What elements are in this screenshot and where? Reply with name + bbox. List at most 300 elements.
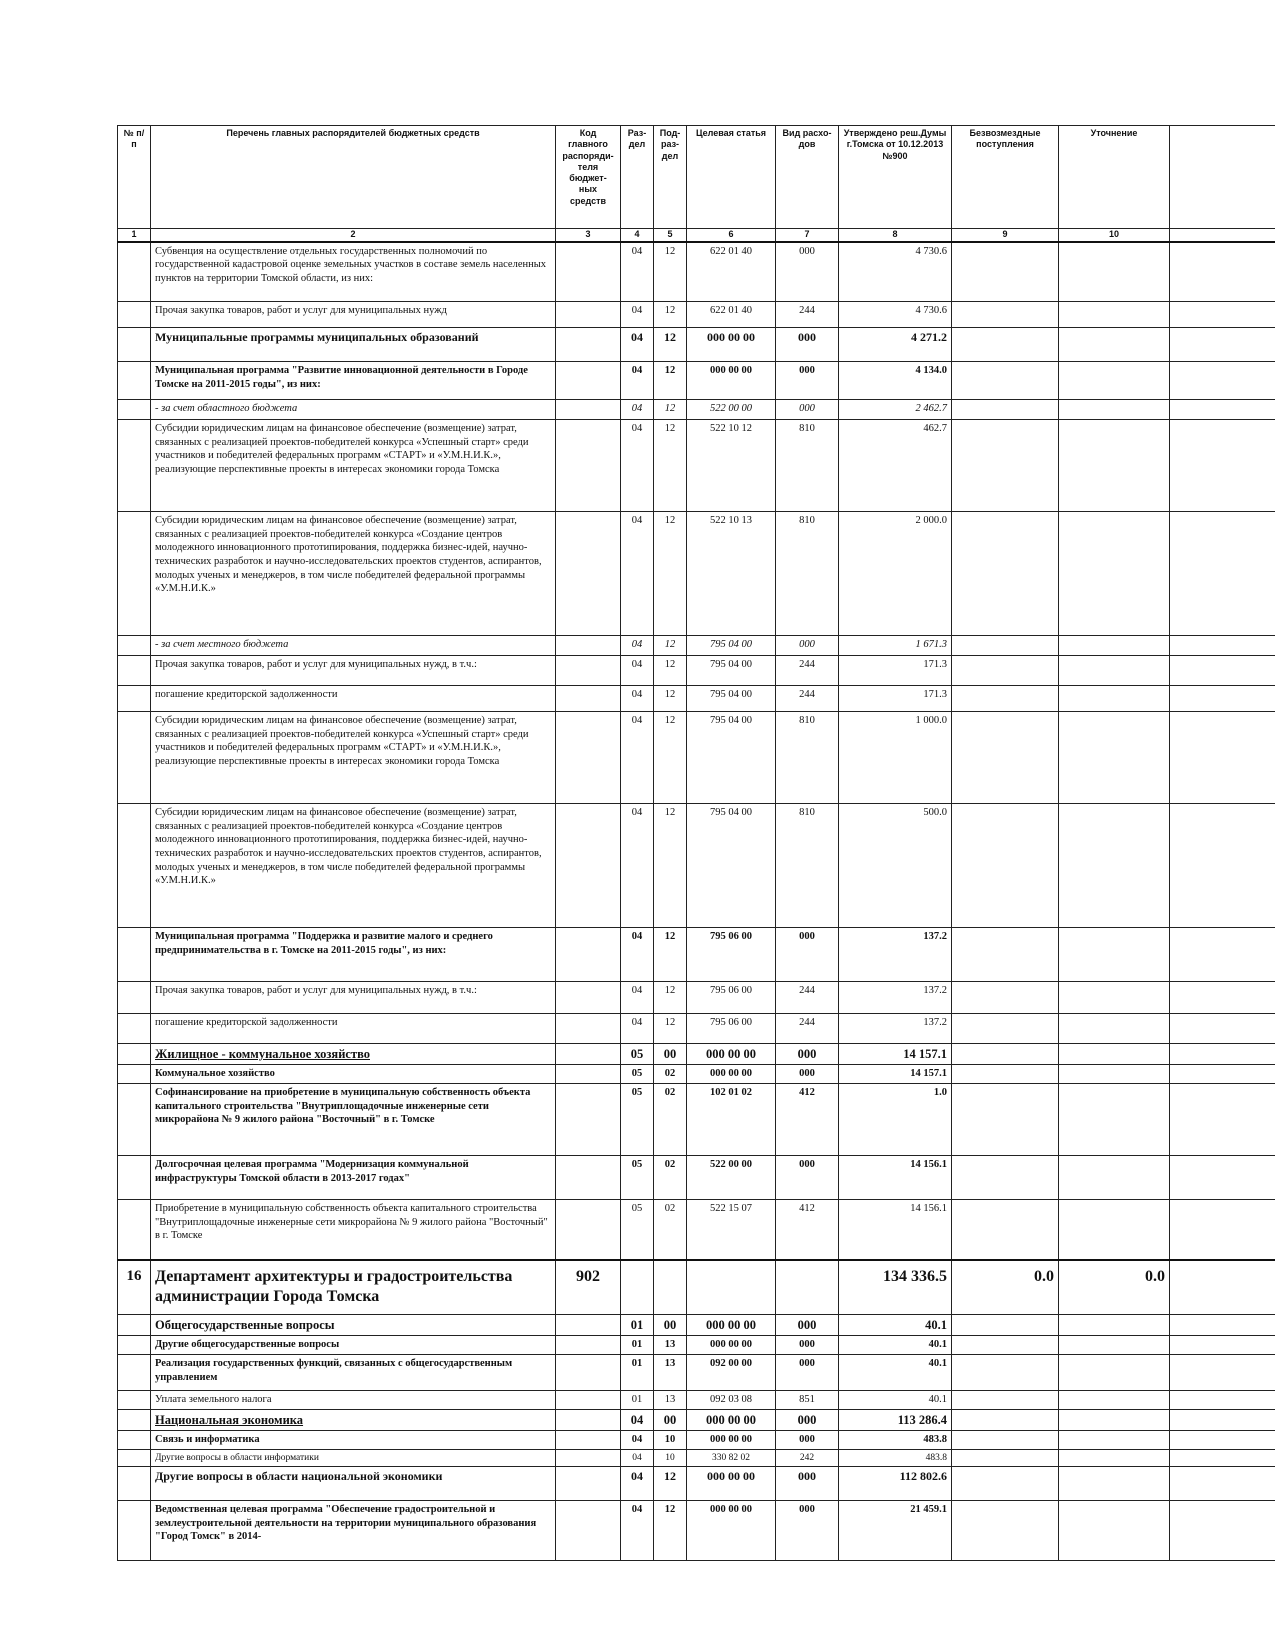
row-grants <box>952 1315 1059 1336</box>
row-name: Субсидии юридическим лицам на финансовое обеспечение (возмещение) затрат, связанных с реализацией проектов-победителей конкурса «Успешный старт» среди участников и победителей федеральных программ «СТАРТ» и «У.М.Н.И.К.», реализующие перспективные проекты в интересах экономики города Томска <box>151 712 556 804</box>
row-grants <box>952 1044 1059 1065</box>
budget-table <box>117 125 1275 1561</box>
row-extra <box>1170 1355 1275 1391</box>
row-podrazdel: 02 <box>654 1156 687 1200</box>
table-header <box>118 126 1275 242</box>
row-num <box>118 686 151 712</box>
row-name: Уплата земельного налога <box>151 1391 556 1410</box>
row-approved-sum: 4 271.2 <box>839 328 952 362</box>
row-num <box>118 1466 151 1500</box>
row-razdel: 05 <box>621 1200 654 1260</box>
row-target-article: 000 00 00 <box>687 1500 776 1560</box>
column-number-row <box>118 229 1275 242</box>
row-code <box>556 1200 621 1260</box>
row-name: Ведомственная целевая программа "Обеспечение градостроительной и землеустроительной деятельности на территории муниципального образования "Город Томск" в 2014- <box>151 1500 556 1560</box>
row-adjustment <box>1059 1430 1170 1449</box>
row-podrazdel: 12 <box>654 686 687 712</box>
row-name: Прочая закупка товаров, работ и услуг для муниципальных нужд, в т.ч.: <box>151 982 556 1014</box>
row-podrazdel: 12 <box>654 928 687 982</box>
table-body <box>118 242 1275 1561</box>
row-grants <box>952 804 1059 928</box>
table-row <box>118 362 1275 400</box>
table-row <box>118 328 1275 362</box>
row-name: Муниципальные программы муниципальных образований <box>151 328 556 362</box>
row-num <box>118 1156 151 1200</box>
row-expense-type: 244 <box>776 1014 839 1044</box>
row-expense-type: 000 <box>776 1430 839 1449</box>
column-number: 1 <box>118 229 151 242</box>
row-approved-sum: 2 000.0 <box>839 512 952 636</box>
row-expense-type: 810 <box>776 804 839 928</box>
row-num: 16 <box>118 1260 151 1315</box>
column-number: 5 <box>654 229 687 242</box>
row-num <box>118 712 151 804</box>
row-razdel: 04 <box>621 928 654 982</box>
row-podrazdel: 13 <box>654 1355 687 1391</box>
row-approved-sum: 113 286.4 <box>839 1409 952 1430</box>
row-podrazdel: 12 <box>654 328 687 362</box>
row-num <box>118 1391 151 1410</box>
table-row <box>118 1449 1275 1466</box>
row-num <box>118 420 151 512</box>
row-approved-sum: 2 462.7 <box>839 400 952 420</box>
row-extra <box>1170 1044 1275 1065</box>
row-num <box>118 1336 151 1355</box>
row-grants <box>952 1065 1059 1084</box>
row-name: погашение кредиторской задолженности <box>151 1014 556 1044</box>
row-expense-type: 242 <box>776 1449 839 1466</box>
row-approved-sum: 500.0 <box>839 804 952 928</box>
row-razdel: 04 <box>621 400 654 420</box>
row-target-article: 522 10 13 <box>687 512 776 636</box>
row-expense-type: 000 <box>776 362 839 400</box>
row-podrazdel: 12 <box>654 636 687 656</box>
row-razdel: 01 <box>621 1391 654 1410</box>
row-target-article: 795 06 00 <box>687 982 776 1014</box>
row-adjustment <box>1059 928 1170 982</box>
row-extra <box>1170 1430 1275 1449</box>
row-grants <box>952 1355 1059 1391</box>
row-adjustment <box>1059 1500 1170 1560</box>
row-target-article: 795 04 00 <box>687 804 776 928</box>
row-target-article: 092 00 00 <box>687 1355 776 1391</box>
row-podrazdel: 12 <box>654 982 687 1014</box>
row-approved-sum: 4 730.6 <box>839 242 952 302</box>
row-approved-sum: 134 336.5 <box>839 1260 952 1315</box>
row-code <box>556 1391 621 1410</box>
header-num: № п/п <box>118 126 151 229</box>
row-expense-type: 000 <box>776 636 839 656</box>
row-podrazdel: 12 <box>654 1014 687 1044</box>
table-row <box>118 1315 1275 1336</box>
row-extra <box>1170 1500 1275 1560</box>
row-razdel: 04 <box>621 982 654 1014</box>
row-target-article: 522 10 12 <box>687 420 776 512</box>
row-approved-sum: 40.1 <box>839 1315 952 1336</box>
row-podrazdel: 13 <box>654 1336 687 1355</box>
row-extra <box>1170 328 1275 362</box>
row-expense-type: 000 <box>776 242 839 302</box>
row-target-article: 795 06 00 <box>687 1014 776 1044</box>
row-adjustment <box>1059 656 1170 686</box>
row-num <box>118 804 151 928</box>
column-number: 9 <box>952 229 1059 242</box>
row-code <box>556 1449 621 1466</box>
row-extra <box>1170 636 1275 656</box>
row-name: Прочая закупка товаров, работ и услуг для муниципальных нужд <box>151 302 556 328</box>
row-razdel <box>621 1260 654 1315</box>
row-expense-type: 000 <box>776 400 839 420</box>
table-row <box>118 1391 1275 1410</box>
row-razdel: 04 <box>621 328 654 362</box>
column-number: 4 <box>621 229 654 242</box>
row-podrazdel: 00 <box>654 1315 687 1336</box>
row-target-article: 000 00 00 <box>687 1430 776 1449</box>
row-extra <box>1170 1260 1275 1315</box>
row-num <box>118 1449 151 1466</box>
row-adjustment <box>1059 512 1170 636</box>
row-name: Связь и информатика <box>151 1430 556 1449</box>
row-adjustment <box>1059 804 1170 928</box>
department-row <box>118 1260 1275 1315</box>
row-extra <box>1170 1014 1275 1044</box>
row-target-article: 000 00 00 <box>687 1065 776 1084</box>
row-target-article: 795 04 00 <box>687 712 776 804</box>
column-number: 7 <box>776 229 839 242</box>
row-expense-type: 000 <box>776 1409 839 1430</box>
row-grants <box>952 242 1059 302</box>
row-adjustment <box>1059 1044 1170 1065</box>
row-name: Субвенция на осуществление отдельных государственных полномочий по государственной кадастровой оценке земельных участков в составе земель населенных пунктов на территории Томской области, из них: <box>151 242 556 302</box>
row-expense-type: 000 <box>776 1065 839 1084</box>
row-code <box>556 928 621 982</box>
row-razdel: 05 <box>621 1044 654 1065</box>
row-expense-type: 000 <box>776 1355 839 1391</box>
row-podrazdel: 00 <box>654 1409 687 1430</box>
row-approved-sum: 137.2 <box>839 982 952 1014</box>
row-target-article: 330 82 02 <box>687 1449 776 1466</box>
row-num <box>118 636 151 656</box>
table-row <box>118 1200 1275 1260</box>
row-num <box>118 512 151 636</box>
row-target-article: 795 04 00 <box>687 686 776 712</box>
row-podrazdel: 12 <box>654 420 687 512</box>
scanned-budget-page <box>117 125 1275 1650</box>
row-name: Департамент архитектуры и градостроительства администрации Города Томска <box>151 1260 556 1315</box>
row-code <box>556 1084 621 1156</box>
header-sum: Утверждено реш.Думы г.Томска от 10.12.2013 №900 <box>839 126 952 229</box>
row-adjustment <box>1059 1084 1170 1156</box>
row-num <box>118 656 151 686</box>
row-name: - за счет местного бюджета <box>151 636 556 656</box>
row-expense-type: 000 <box>776 1156 839 1200</box>
row-target-article: 622 01 40 <box>687 242 776 302</box>
header-podrazdel: Под- раз- дел <box>654 126 687 229</box>
row-extra <box>1170 1315 1275 1336</box>
row-num <box>118 1044 151 1065</box>
row-adjustment <box>1059 982 1170 1014</box>
row-target-article: 522 15 07 <box>687 1200 776 1260</box>
table-row <box>118 712 1275 804</box>
row-approved-sum: 483.8 <box>839 1430 952 1449</box>
row-podrazdel <box>654 1260 687 1315</box>
row-podrazdel: 02 <box>654 1084 687 1156</box>
row-name: Общегосударственные вопросы <box>151 1315 556 1336</box>
row-num <box>118 242 151 302</box>
row-podrazdel: 12 <box>654 804 687 928</box>
row-target-article: 795 04 00 <box>687 656 776 686</box>
row-num <box>118 982 151 1014</box>
row-code <box>556 362 621 400</box>
row-code <box>556 1014 621 1044</box>
row-target-article: 102 01 02 <box>687 1084 776 1156</box>
table-row <box>118 656 1275 686</box>
row-grants <box>952 1336 1059 1355</box>
row-num <box>118 1315 151 1336</box>
row-code <box>556 1409 621 1430</box>
row-grants <box>952 1084 1059 1156</box>
row-grants <box>952 982 1059 1014</box>
row-name: Муниципальная программа "Развитие инновационной деятельности в Городе Томске на 2011-2015 годы", из них: <box>151 362 556 400</box>
row-expense-type: 000 <box>776 928 839 982</box>
row-num <box>118 1409 151 1430</box>
row-code <box>556 242 621 302</box>
row-target-article: 000 00 00 <box>687 1409 776 1430</box>
row-extra <box>1170 1409 1275 1430</box>
row-code <box>556 1466 621 1500</box>
row-podrazdel: 10 <box>654 1449 687 1466</box>
row-adjustment <box>1059 420 1170 512</box>
row-code <box>556 1500 621 1560</box>
row-expense-type: 244 <box>776 656 839 686</box>
header-vr: Вид расхо- дов <box>776 126 839 229</box>
row-expense-type: 810 <box>776 712 839 804</box>
row-grants <box>952 1466 1059 1500</box>
row-name: Коммунальное хозяйство <box>151 1065 556 1084</box>
row-extra <box>1170 1336 1275 1355</box>
row-target-article: 622 01 40 <box>687 302 776 328</box>
row-target-article: 795 06 00 <box>687 928 776 982</box>
row-adjustment <box>1059 1466 1170 1500</box>
row-adjustment <box>1059 1065 1170 1084</box>
row-grants <box>952 362 1059 400</box>
row-approved-sum: 1 000.0 <box>839 712 952 804</box>
row-expense-type: 000 <box>776 1315 839 1336</box>
row-name: - за счет областного бюджета <box>151 400 556 420</box>
row-podrazdel: 12 <box>654 656 687 686</box>
row-podrazdel: 12 <box>654 512 687 636</box>
row-adjustment <box>1059 400 1170 420</box>
row-approved-sum: 4 730.6 <box>839 302 952 328</box>
row-num <box>118 1065 151 1084</box>
row-razdel: 04 <box>621 1409 654 1430</box>
table-row <box>118 636 1275 656</box>
row-razdel: 05 <box>621 1156 654 1200</box>
header-cs: Целевая статья <box>687 126 776 229</box>
row-approved-sum: 483.8 <box>839 1449 952 1466</box>
row-num <box>118 1014 151 1044</box>
row-adjustment: 0.0 <box>1059 1260 1170 1315</box>
row-podrazdel: 02 <box>654 1065 687 1084</box>
row-razdel: 04 <box>621 656 654 686</box>
row-extra <box>1170 512 1275 636</box>
table-row <box>118 1084 1275 1156</box>
row-podrazdel: 12 <box>654 400 687 420</box>
row-adjustment <box>1059 242 1170 302</box>
table-row <box>118 302 1275 328</box>
row-razdel: 04 <box>621 362 654 400</box>
row-code <box>556 400 621 420</box>
row-razdel: 04 <box>621 420 654 512</box>
row-name: Реализация государственных функций, связанных с общегосударственным управлением <box>151 1355 556 1391</box>
row-code <box>556 1336 621 1355</box>
row-approved-sum: 171.3 <box>839 656 952 686</box>
row-code <box>556 1065 621 1084</box>
row-code <box>556 1430 621 1449</box>
row-adjustment <box>1059 1200 1170 1260</box>
row-grants <box>952 328 1059 362</box>
row-code <box>556 420 621 512</box>
row-name: Субсидии юридическим лицам на финансовое обеспечение (возмещение) затрат, связанных с реализацией проектов-победителей конкурса «Успешный старт» среди участников и победителей федеральных программ «СТАРТ» и «У.М.Н.И.К.», реализующие перспективные проекты в интересах экономики города Томска <box>151 420 556 512</box>
table-row <box>118 1466 1275 1500</box>
row-adjustment <box>1059 362 1170 400</box>
row-name: Долгосрочная целевая программа "Модернизация коммунальной инфраструктуры Томской области в 2013-2017 годах" <box>151 1156 556 1200</box>
header-code: Код главного распоряди- теля бюджет- ных средств <box>556 126 621 229</box>
row-code <box>556 1156 621 1200</box>
row-num <box>118 1084 151 1156</box>
row-approved-sum: 171.3 <box>839 686 952 712</box>
row-extra <box>1170 928 1275 982</box>
table-row <box>118 1409 1275 1430</box>
row-extra <box>1170 1466 1275 1500</box>
row-adjustment <box>1059 328 1170 362</box>
row-grants <box>952 1430 1059 1449</box>
row-approved-sum: 1 671.3 <box>839 636 952 656</box>
row-grants <box>952 1449 1059 1466</box>
row-grants <box>952 420 1059 512</box>
row-adjustment <box>1059 636 1170 656</box>
row-grants <box>952 512 1059 636</box>
row-grants <box>952 1391 1059 1410</box>
row-adjustment <box>1059 1014 1170 1044</box>
row-name: Софинансирование на приобретение в муниципальную собственность объекта капитального строительства "Внутриплощадочные инженерные сети микрорайона № 9 жилого района "Восточный" в г. Томске <box>151 1084 556 1156</box>
row-grants <box>952 712 1059 804</box>
row-adjustment <box>1059 1409 1170 1430</box>
row-name: Жилищное - коммунальное хозяйство <box>151 1044 556 1065</box>
row-expense-type: 244 <box>776 982 839 1014</box>
row-razdel: 04 <box>621 686 654 712</box>
row-razdel: 04 <box>621 712 654 804</box>
row-name: Субсидии юридическим лицам на финансовое обеспечение (возмещение) затрат, связанных с реализацией проектов-победителей конкурса «Создание центров молодежного инновационного прототипирования, поддержка бизнес-идей, научно-технических разработок и научно-исследовательских проектов студентов, аспирантов, молодых ученых и менеджеров, в том числе победителей федеральной программы «У.М.Н.И.К.» <box>151 804 556 928</box>
row-adjustment <box>1059 1355 1170 1391</box>
row-num <box>118 1355 151 1391</box>
row-code <box>556 636 621 656</box>
row-razdel: 05 <box>621 1084 654 1156</box>
row-approved-sum: 40.1 <box>839 1391 952 1410</box>
row-expense-type: 851 <box>776 1391 839 1410</box>
row-code <box>556 656 621 686</box>
row-razdel: 04 <box>621 512 654 636</box>
row-podrazdel: 13 <box>654 1391 687 1410</box>
table-row <box>118 512 1275 636</box>
row-name: Другие вопросы в области национальной экономики <box>151 1466 556 1500</box>
row-approved-sum: 112 802.6 <box>839 1466 952 1500</box>
row-razdel: 01 <box>621 1315 654 1336</box>
row-expense-type: 000 <box>776 1336 839 1355</box>
row-code <box>556 804 621 928</box>
row-num <box>118 400 151 420</box>
column-number: 6 <box>687 229 776 242</box>
row-extra <box>1170 420 1275 512</box>
row-num <box>118 1430 151 1449</box>
row-expense-type: 244 <box>776 686 839 712</box>
table-row <box>118 1355 1275 1391</box>
table-row <box>118 1500 1275 1560</box>
row-expense-type: 412 <box>776 1200 839 1260</box>
row-razdel: 04 <box>621 302 654 328</box>
row-grants <box>952 302 1059 328</box>
header-bezv: Безвозмездные поступления <box>952 126 1059 229</box>
row-extra <box>1170 686 1275 712</box>
row-expense-type: 244 <box>776 302 839 328</box>
row-podrazdel: 12 <box>654 242 687 302</box>
row-code <box>556 686 621 712</box>
column-number: 3 <box>556 229 621 242</box>
table-row <box>118 804 1275 928</box>
row-adjustment <box>1059 712 1170 804</box>
row-grants <box>952 1500 1059 1560</box>
row-expense-type <box>776 1260 839 1315</box>
row-extra <box>1170 1156 1275 1200</box>
row-name: Национальная экономика <box>151 1409 556 1430</box>
row-podrazdel: 12 <box>654 1500 687 1560</box>
row-target-article: 092 03 08 <box>687 1391 776 1410</box>
row-approved-sum: 1.0 <box>839 1084 952 1156</box>
row-code <box>556 328 621 362</box>
row-adjustment <box>1059 1391 1170 1410</box>
row-grants <box>952 928 1059 982</box>
row-extra <box>1170 400 1275 420</box>
table-row <box>118 1014 1275 1044</box>
row-approved-sum: 137.2 <box>839 928 952 982</box>
row-razdel: 04 <box>621 1449 654 1466</box>
table-row <box>118 1430 1275 1449</box>
row-podrazdel: 12 <box>654 712 687 804</box>
header-utoch: Уточнение <box>1059 126 1170 229</box>
row-extra <box>1170 712 1275 804</box>
row-num <box>118 362 151 400</box>
row-adjustment <box>1059 1449 1170 1466</box>
column-number: 2 <box>151 229 556 242</box>
row-extra <box>1170 1200 1275 1260</box>
row-approved-sum: 137.2 <box>839 1014 952 1044</box>
row-podrazdel: 00 <box>654 1044 687 1065</box>
row-expense-type: 000 <box>776 1466 839 1500</box>
row-grants <box>952 686 1059 712</box>
row-name: Другие общегосударственные вопросы <box>151 1336 556 1355</box>
row-razdel: 04 <box>621 1500 654 1560</box>
row-grants <box>952 1200 1059 1260</box>
row-adjustment <box>1059 1156 1170 1200</box>
table-row <box>118 686 1275 712</box>
row-code <box>556 982 621 1014</box>
row-expense-type: 810 <box>776 420 839 512</box>
row-num <box>118 1500 151 1560</box>
row-name: Муниципальная программа "Поддержка и развитие малого и среднего предпринимательства в г. Томске на 2011-2015 годы", из них: <box>151 928 556 982</box>
row-grants <box>952 636 1059 656</box>
row-razdel: 05 <box>621 1065 654 1084</box>
table-row <box>118 1156 1275 1200</box>
